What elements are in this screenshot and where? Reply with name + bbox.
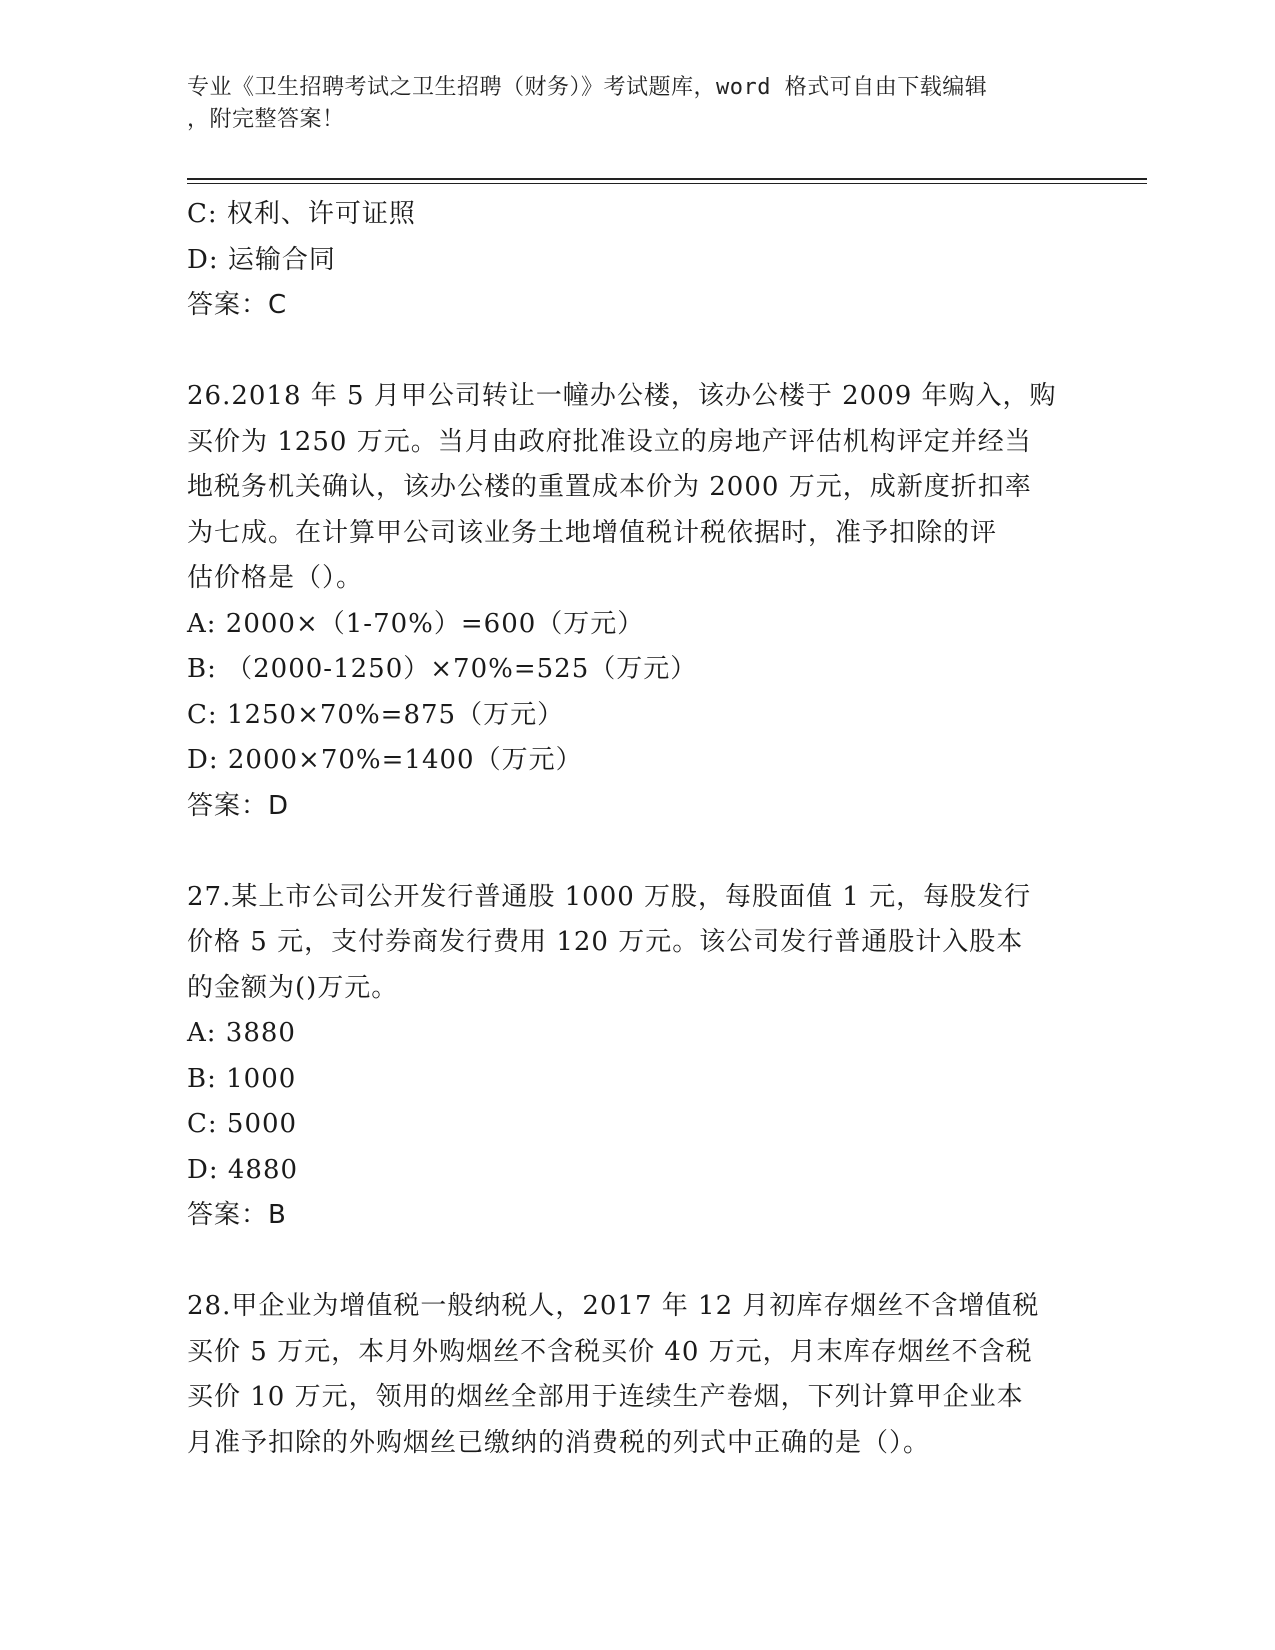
q26-option-b: B: （2000-1250）×70%=525（万元）	[187, 654, 698, 684]
q28-stem-line: 月准予扣除的外购烟丝已缴纳的消费税的列式中正确的是（）。	[187, 1427, 931, 1458]
spacer	[187, 1239, 1067, 1285]
q28-stem-line: 买价 10 万元，领用的烟丝全部用于连续生产卷烟，下列计算甲企业本	[187, 1382, 1024, 1412]
q27-option-a: A: 3880	[187, 1018, 296, 1048]
q27-option-c: C: 5000	[187, 1109, 298, 1139]
q26-stem-line: 为七成。在计算甲公司该业务土地增值税计税依据时，准予扣除的评	[187, 517, 998, 548]
question-27	[187, 875, 1067, 1239]
q26-answer: 答案：D	[187, 790, 290, 821]
q28-stem-line: 28.甲企业为增值税一般纳税人，2017 年 12 月初库存烟丝不含增值税	[187, 1291, 1040, 1321]
spacer	[187, 329, 1067, 375]
document-body	[187, 192, 1067, 1466]
page-header	[187, 72, 1067, 136]
q26-stem-line: 地税务机关确认，该办公楼的重置成本价为 2000 万元，成新度折扣率	[187, 472, 1032, 502]
question-25-tail	[187, 192, 1067, 329]
q27-option-d: D: 4880	[187, 1154, 299, 1185]
q27-option-b: B: 1000	[187, 1063, 297, 1094]
q25-option-d: D: 运输合同	[187, 244, 336, 275]
header-divider-thin	[187, 183, 1147, 184]
q27-stem-line: 27.某上市公司公开发行普通股 1000 万股，每股面值 1 元，每股发行	[187, 881, 1032, 912]
q26-stem-line: 估价格是（）。	[187, 563, 364, 593]
q26-stem-line: 买价为 1250 万元。当月由政府批准设立的房地产评估机构评定并经当	[187, 426, 1032, 457]
q26-stem-line: 26.2018 年 5 月甲公司转让一幢办公楼，该办公楼于 2009 年购入，购	[187, 381, 1057, 411]
q27-answer: 答案：B	[187, 1200, 287, 1230]
q28-stem-line: 买价 5 万元，本月外购烟丝不含税买价 40 万元，月末库存烟丝不含税	[187, 1336, 1033, 1367]
spacer	[187, 829, 1067, 875]
q27-stem-line: 价格 5 元，支付券商发行费用 120 万元。该公司发行普通股计入股本	[187, 927, 1024, 957]
q27-stem-line: 的金额为()万元。	[187, 972, 399, 1003]
question-28	[187, 1284, 1067, 1466]
q25-answer: 答案：C	[187, 290, 288, 320]
question-26	[187, 374, 1067, 829]
header-divider-thick	[187, 178, 1147, 180]
q25-option-c: C: 权利、许可证照	[187, 199, 416, 229]
q26-option-c: C: 1250×70%=875（万元）	[187, 699, 565, 730]
header-line-2: ，附完整答案！	[187, 107, 345, 132]
q26-option-d: D: 2000×70%=1400（万元）	[187, 745, 583, 775]
header-line-1: 专业《卫生招聘考试之卫生招聘（财务）》考试题库，word 格式可自由下载编辑	[187, 75, 988, 100]
q26-option-a: A: 2000×（1-70%）=600（万元）	[187, 608, 645, 639]
